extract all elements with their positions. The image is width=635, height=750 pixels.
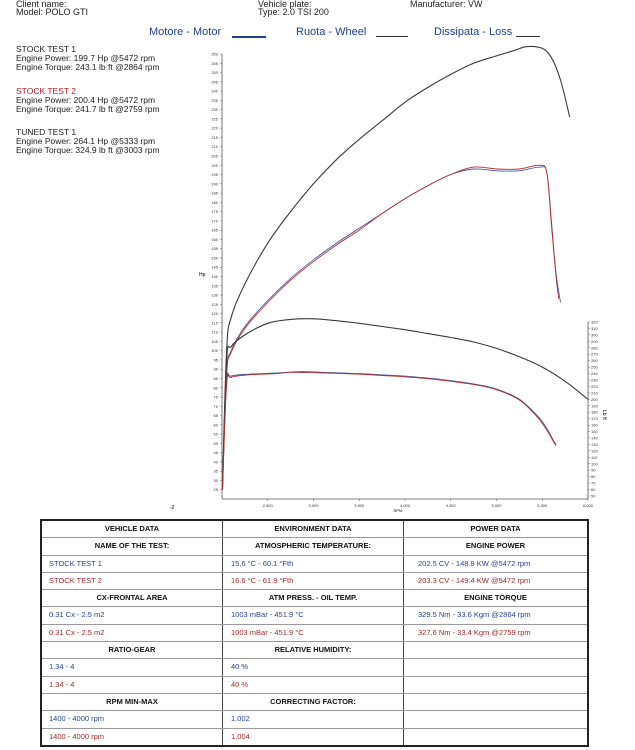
y-right-tick-label: 250 <box>591 364 598 370</box>
y-right-tick-label: 180 <box>591 409 598 415</box>
y-right-tick-label: 290 <box>591 338 598 344</box>
table-cell-c3 <box>404 642 587 658</box>
y-right-tick-label: 140 <box>591 435 598 441</box>
test-power: Engine Power: 264.1 Hp @5333 rpm <box>16 136 156 146</box>
y-left-tick-label: 65 <box>213 413 218 419</box>
y-left-tick-label: 135 <box>211 283 218 289</box>
y-right-tick-label: 280 <box>591 345 598 351</box>
table-cell-c2: 40 % <box>223 677 404 693</box>
table-cell-c3 <box>404 659 587 675</box>
y-left-tick-label: 255 <box>211 60 218 66</box>
y-left-tick-label: 40 <box>213 459 218 465</box>
table-row <box>42 573 587 590</box>
y-left-tick-label: 110 <box>211 329 218 335</box>
tuned-test-1-torque-line <box>223 319 589 490</box>
y-left-tick-label: 75 <box>213 394 218 400</box>
y-left-tick-label: 240 <box>211 88 218 94</box>
test-title: STOCK TEST 1 <box>16 44 76 54</box>
y-left-tick-label: 125 <box>211 301 218 307</box>
table-cell-c1: 1400 - 4000 rpm <box>42 729 223 745</box>
table-cell-c3: 329.5 Nm - 33.6 Kgm @2864 rpm <box>418 610 531 620</box>
y-left-tick-label: 205 <box>211 153 218 159</box>
y-left-tick-label: 100 <box>211 348 218 354</box>
y-left-tick-label: 130 <box>211 292 218 298</box>
table-cell-c1: 1.34 - 4 <box>42 677 223 693</box>
stock-test-2-power-line <box>223 165 559 484</box>
tuned-test-1-power-line <box>223 46 570 484</box>
table-cell-c1: 0.31 Cx - 2.5 m2 <box>42 625 223 641</box>
y-left-tick-label: 210 <box>211 144 218 150</box>
table-cell-c1: STOCK TEST 1 <box>42 556 223 572</box>
y-left-tick-label: 45 <box>213 450 218 456</box>
y-left-tick-label: 260 <box>211 51 218 57</box>
col-header-vehicle: VEHICLE DATA <box>42 521 223 537</box>
y-axis-label-lbft: Lb ft <box>601 410 607 420</box>
table-cell-c2: CORRECTING FACTOR: <box>223 694 404 710</box>
table-row <box>42 538 587 555</box>
test-torque: Engine Torque: 324.9 lb ft @3003 rpm <box>16 145 160 155</box>
x-tick-label: 6,000 <box>582 503 594 508</box>
table-cell-c1: 1400 - 4000 rpm <box>42 711 223 727</box>
table-cell-c2: 40 % <box>223 659 404 675</box>
table-row <box>42 642 587 659</box>
y-right-tick-label: 220 <box>591 383 598 389</box>
y-left-tick-label: 235 <box>211 97 218 103</box>
y-left-tick-label: 190 <box>211 181 218 187</box>
table-cell-c3: ENGINE TORQUE <box>464 593 527 603</box>
y-right-tick-label: 70 <box>591 480 596 486</box>
table-cell-c1: RATIO-GEAR <box>42 642 223 658</box>
table-cell-c3: 327.6 Nm - 33.4 Kgm @2759 rpm <box>418 627 531 637</box>
y-left-tick-label: 165 <box>211 227 218 233</box>
stock-test-2-torque-line <box>223 372 557 489</box>
client-name-label: Client name: <box>16 0 67 9</box>
x-tick-label: 5,500 <box>537 503 548 508</box>
type-text: Type: 2.0 TSI 200 <box>258 7 329 17</box>
y-right-tick-label: 60 <box>591 487 596 493</box>
x-tick-label: 4,500 <box>445 503 456 508</box>
model-text: Model: POLO GTI <box>16 7 89 17</box>
table-cell-c1: RPM MIN-MAX <box>42 694 223 710</box>
table-row <box>42 659 587 676</box>
stock-test-1-power-line <box>223 167 561 485</box>
legend-wheel: Ruota - Wheel <box>296 26 367 38</box>
y-left-tick-label: 160 <box>211 236 218 242</box>
y-right-tick-label: 170 <box>591 416 598 422</box>
test-power: Engine Power: 199.7 Hp @5472 rpm <box>16 53 156 63</box>
table-cell-c3 <box>404 677 587 693</box>
y-right-tick-label: 270 <box>591 351 598 357</box>
y-right-tick-label: 90 <box>591 467 596 473</box>
table-cell-c3: 203.3 CV - 149.4 KW @5472 rpm <box>418 575 531 585</box>
y-left-tick-label: 215 <box>211 134 218 140</box>
table-cell-c2: 15.6 °C - 60.1 °Fth <box>223 556 404 572</box>
y-left-tick-label: 95 <box>213 357 218 363</box>
y-left-tick-label: 85 <box>213 375 218 381</box>
y-right-tick-label: 230 <box>591 377 598 383</box>
y-right-tick-label: 150 <box>591 429 598 435</box>
test-title: TUNED TEST 1 <box>16 127 77 137</box>
table-row <box>42 729 587 745</box>
x-tick-label: 5,000 <box>491 503 502 508</box>
y-left-tick-label: 225 <box>211 116 218 122</box>
y-axis-label-hp: Hp <box>199 272 206 278</box>
y-left-tick-label: 245 <box>211 79 218 85</box>
x-tick-label: 3,500 <box>354 503 365 508</box>
x-tick-label: 4,000 <box>399 503 411 508</box>
y-left-tick-label: 220 <box>211 125 218 131</box>
legend-motor: Motore - Motor <box>149 26 222 38</box>
y-left-tick-label: 185 <box>211 190 218 196</box>
y-right-tick-label: 210 <box>591 390 598 396</box>
y-right-tick-label: 190 <box>591 403 598 409</box>
table-row <box>42 556 587 573</box>
y-right-tick-label: 320 <box>591 319 598 325</box>
x-axis-label-rpm: RPM <box>393 508 403 513</box>
test-title: STOCK TEST 2 <box>16 86 76 96</box>
y-left-tick-label: 140 <box>211 274 218 279</box>
y-right-tick-label: 200 <box>591 396 598 402</box>
legend-loss: Dissipata - Loss <box>434 26 513 38</box>
table-cell-c1: STOCK TEST 2 <box>42 573 223 589</box>
y-left-tick-label: 90 <box>213 366 218 372</box>
test-power: Engine Power: 200.4 Hp @5472 rpm <box>16 95 156 105</box>
y-left-tick-label: 115 <box>211 320 218 326</box>
table-row <box>42 677 587 694</box>
y-left-tick-label: 30 <box>213 477 218 483</box>
y-left-tick-label: 175 <box>211 209 218 215</box>
table-row <box>42 711 587 728</box>
table-cell-c2: 16.6 °C - 61.9 °Fth <box>223 573 404 589</box>
col-header-environment: ENVIRONMENT DATA <box>223 521 404 537</box>
table-cell-c2: 1.002 <box>223 711 404 727</box>
table-cell-c2: 1.004 <box>223 729 404 745</box>
y-right-tick-label: 100 <box>591 461 598 467</box>
y-left-tick-label: 50 <box>213 440 218 446</box>
y-left-tick-label: 150 <box>211 255 218 261</box>
table-cell-c3 <box>404 694 587 710</box>
y-right-tick-label: 300 <box>591 332 598 338</box>
table-cell-c1: 1.34 - 4 <box>42 659 223 675</box>
col-header-power: POWER DATA <box>470 524 521 533</box>
table-cell-c2: ATMOSPHERIC TEMPERATURE: <box>223 538 404 554</box>
y-left-tick-label: 200 <box>211 162 218 168</box>
y-right-tick-label: 160 <box>591 422 598 428</box>
y-right-tick-label: 120 <box>591 448 598 454</box>
y-left-tick-label: 155 <box>211 246 218 252</box>
y-left-tick-label: 120 <box>211 311 218 317</box>
table-row <box>42 625 587 642</box>
table-row <box>42 694 587 711</box>
y-right-tick-label: 110 <box>591 454 598 460</box>
y-left-tick-label: 170 <box>211 218 218 224</box>
test-torque: Engine Torque: 243.1 lb ft @2864 rpm <box>16 62 160 72</box>
y-left-tick-label: 145 <box>211 264 218 270</box>
table-cell-c3 <box>404 729 587 745</box>
y-left-tick-label: 80 <box>213 385 218 391</box>
y-left-tick-label: 70 <box>213 403 218 409</box>
y-left-tick-label: 180 <box>211 199 218 205</box>
y-right-tick-label: 50 <box>591 493 596 499</box>
y-right-tick-label: 240 <box>591 371 598 377</box>
table-cell-c1: NAME OF THE TEST: <box>42 538 223 554</box>
y-left-tick-label: 25 <box>213 487 218 493</box>
y-left-tick-label: 105 <box>211 338 218 344</box>
table-cell-c1: 0.31 Cx - 2.5 m2 <box>42 607 223 623</box>
table-row <box>42 607 587 624</box>
table-cell-c3: ENGINE POWER <box>465 541 526 551</box>
y-left-tick-label: 35 <box>213 468 218 474</box>
x-tick-label: 3,000 <box>308 503 319 508</box>
table-cell-c2: 1003 mBar - 451.9 °C <box>223 625 404 641</box>
table-row <box>42 590 587 607</box>
table-cell-c2: RELATIVE HUMIDITY: <box>223 642 404 658</box>
y-left-tick-label: 60 <box>213 422 218 428</box>
y-right-tick-label: 80 <box>591 474 596 480</box>
table-cell-c3 <box>404 711 587 727</box>
stock-test-1-torque-line <box>223 372 557 490</box>
y-right-tick-label: 130 <box>591 441 598 447</box>
manufacturer-text: Manufacturer: VW <box>410 0 483 9</box>
vehicle-data-table <box>40 519 589 747</box>
x-tick-label: 2,500 <box>262 503 273 508</box>
table-header-row <box>42 521 587 538</box>
table-cell-c3: 202.5 CV - 148.8 KW @5472 rpm <box>418 558 531 568</box>
y-left-tick-label: 230 <box>211 107 218 113</box>
table-cell-c2: ATM PRESS. - OIL TEMP. <box>223 590 404 606</box>
y-left-tick-label: 195 <box>211 172 218 178</box>
vehicle-plate-label: Vehicle plate: <box>258 0 312 9</box>
y-left-tick-label: 55 <box>213 431 218 437</box>
table-cell-c1: CX-FRONTAL AREA <box>42 590 223 606</box>
y-right-tick-label: 260 <box>591 358 598 364</box>
test-torque: Engine Torque: 241.7 lb ft @2759 rpm <box>16 104 160 114</box>
y-left-tick-label: 250 <box>211 70 218 76</box>
table-cell-c2: 1003 mBar - 451.9 °C <box>223 607 404 623</box>
x-start-tick-label: -2 <box>170 505 175 511</box>
y-right-tick-label: 310 <box>591 325 598 331</box>
